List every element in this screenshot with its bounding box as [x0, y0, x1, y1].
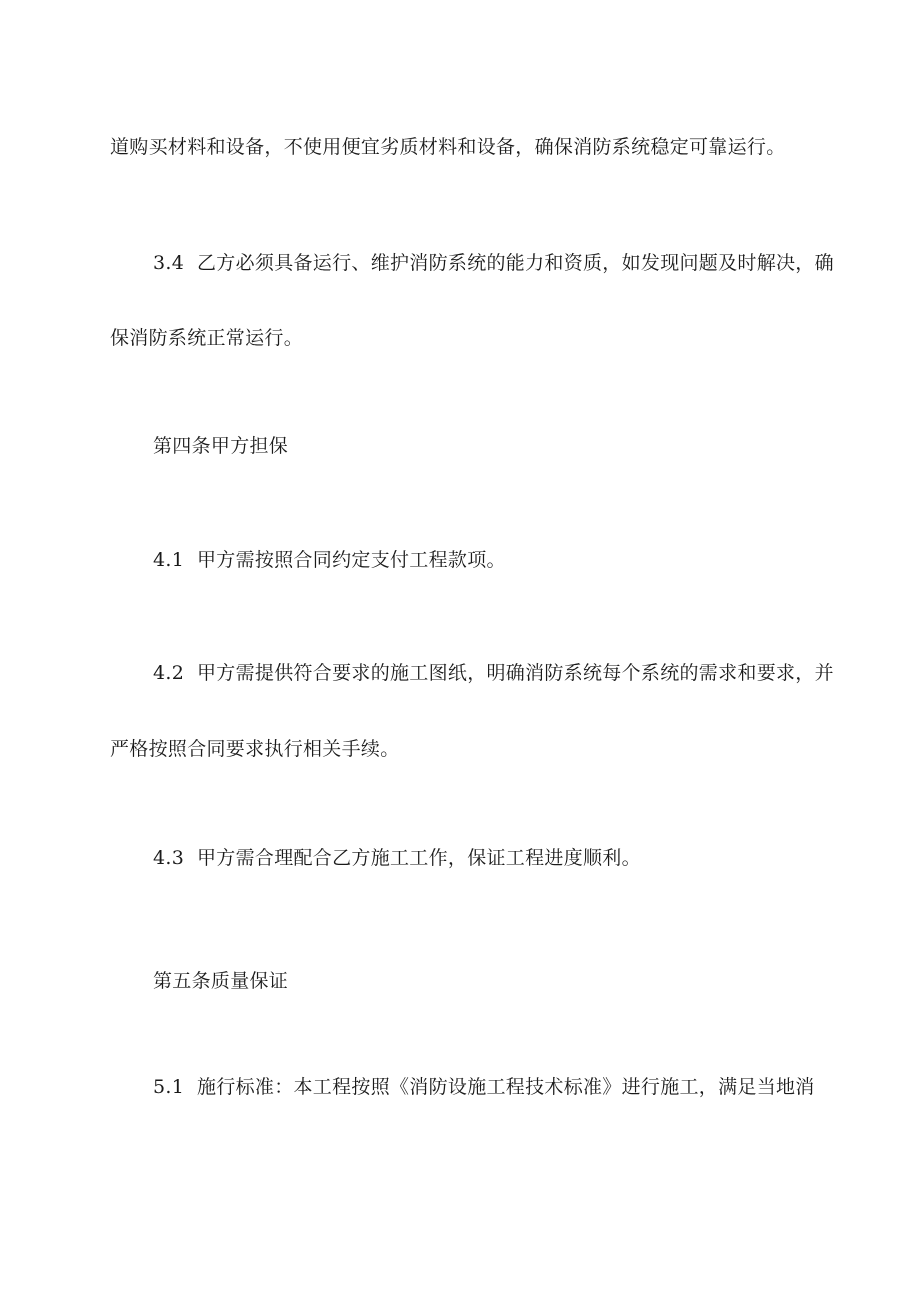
heading-text: 第四条甲方担保 [153, 435, 289, 457]
clause-text: 乙方必须具备运行、维护消防系统的能力和资质，如发现问题及时解决，确 [197, 252, 834, 274]
text: 严格按照合同要求执行相关手续。 [110, 738, 400, 760]
clause-text: 甲方需按照合同约定支付工程款项。 [197, 549, 506, 571]
clause-4-2 [153, 661, 834, 685]
text: 保消防系统正常运行。 [110, 327, 304, 349]
paragraph-line [110, 737, 400, 761]
clause-number: 5.1 [153, 1076, 185, 1098]
article-4-heading [153, 434, 288, 458]
heading-text: 第五条质量保证 [153, 970, 289, 992]
article-5-heading [153, 969, 288, 993]
clause-text: 甲方需提供符合要求的施工图纸，明确消防系统每个系统的需求和要求，并 [197, 662, 834, 684]
clause-3-4 [153, 251, 834, 275]
clause-5-1 [153, 1075, 815, 1099]
clause-number: 3.4 [153, 252, 185, 274]
clause-text: 甲方需合理配合乙方施工工作，保证工程进度顺利。 [197, 847, 641, 869]
clause-number: 4.3 [153, 847, 185, 869]
clause-text: 施行标准：本工程按照《消防设施工程技术标准》进行施工，满足当地消 [197, 1076, 815, 1098]
paragraph-line [110, 135, 786, 159]
clause-4-3 [153, 846, 641, 870]
clause-number: 4.1 [153, 549, 185, 571]
paragraph-line [110, 326, 303, 350]
clause-4-1 [153, 548, 506, 572]
clause-number: 4.2 [153, 662, 185, 684]
text: 道购买材料和设备，不使用便宜劣质材料和设备，确保消防系统稳定可靠运行。 [110, 136, 786, 158]
